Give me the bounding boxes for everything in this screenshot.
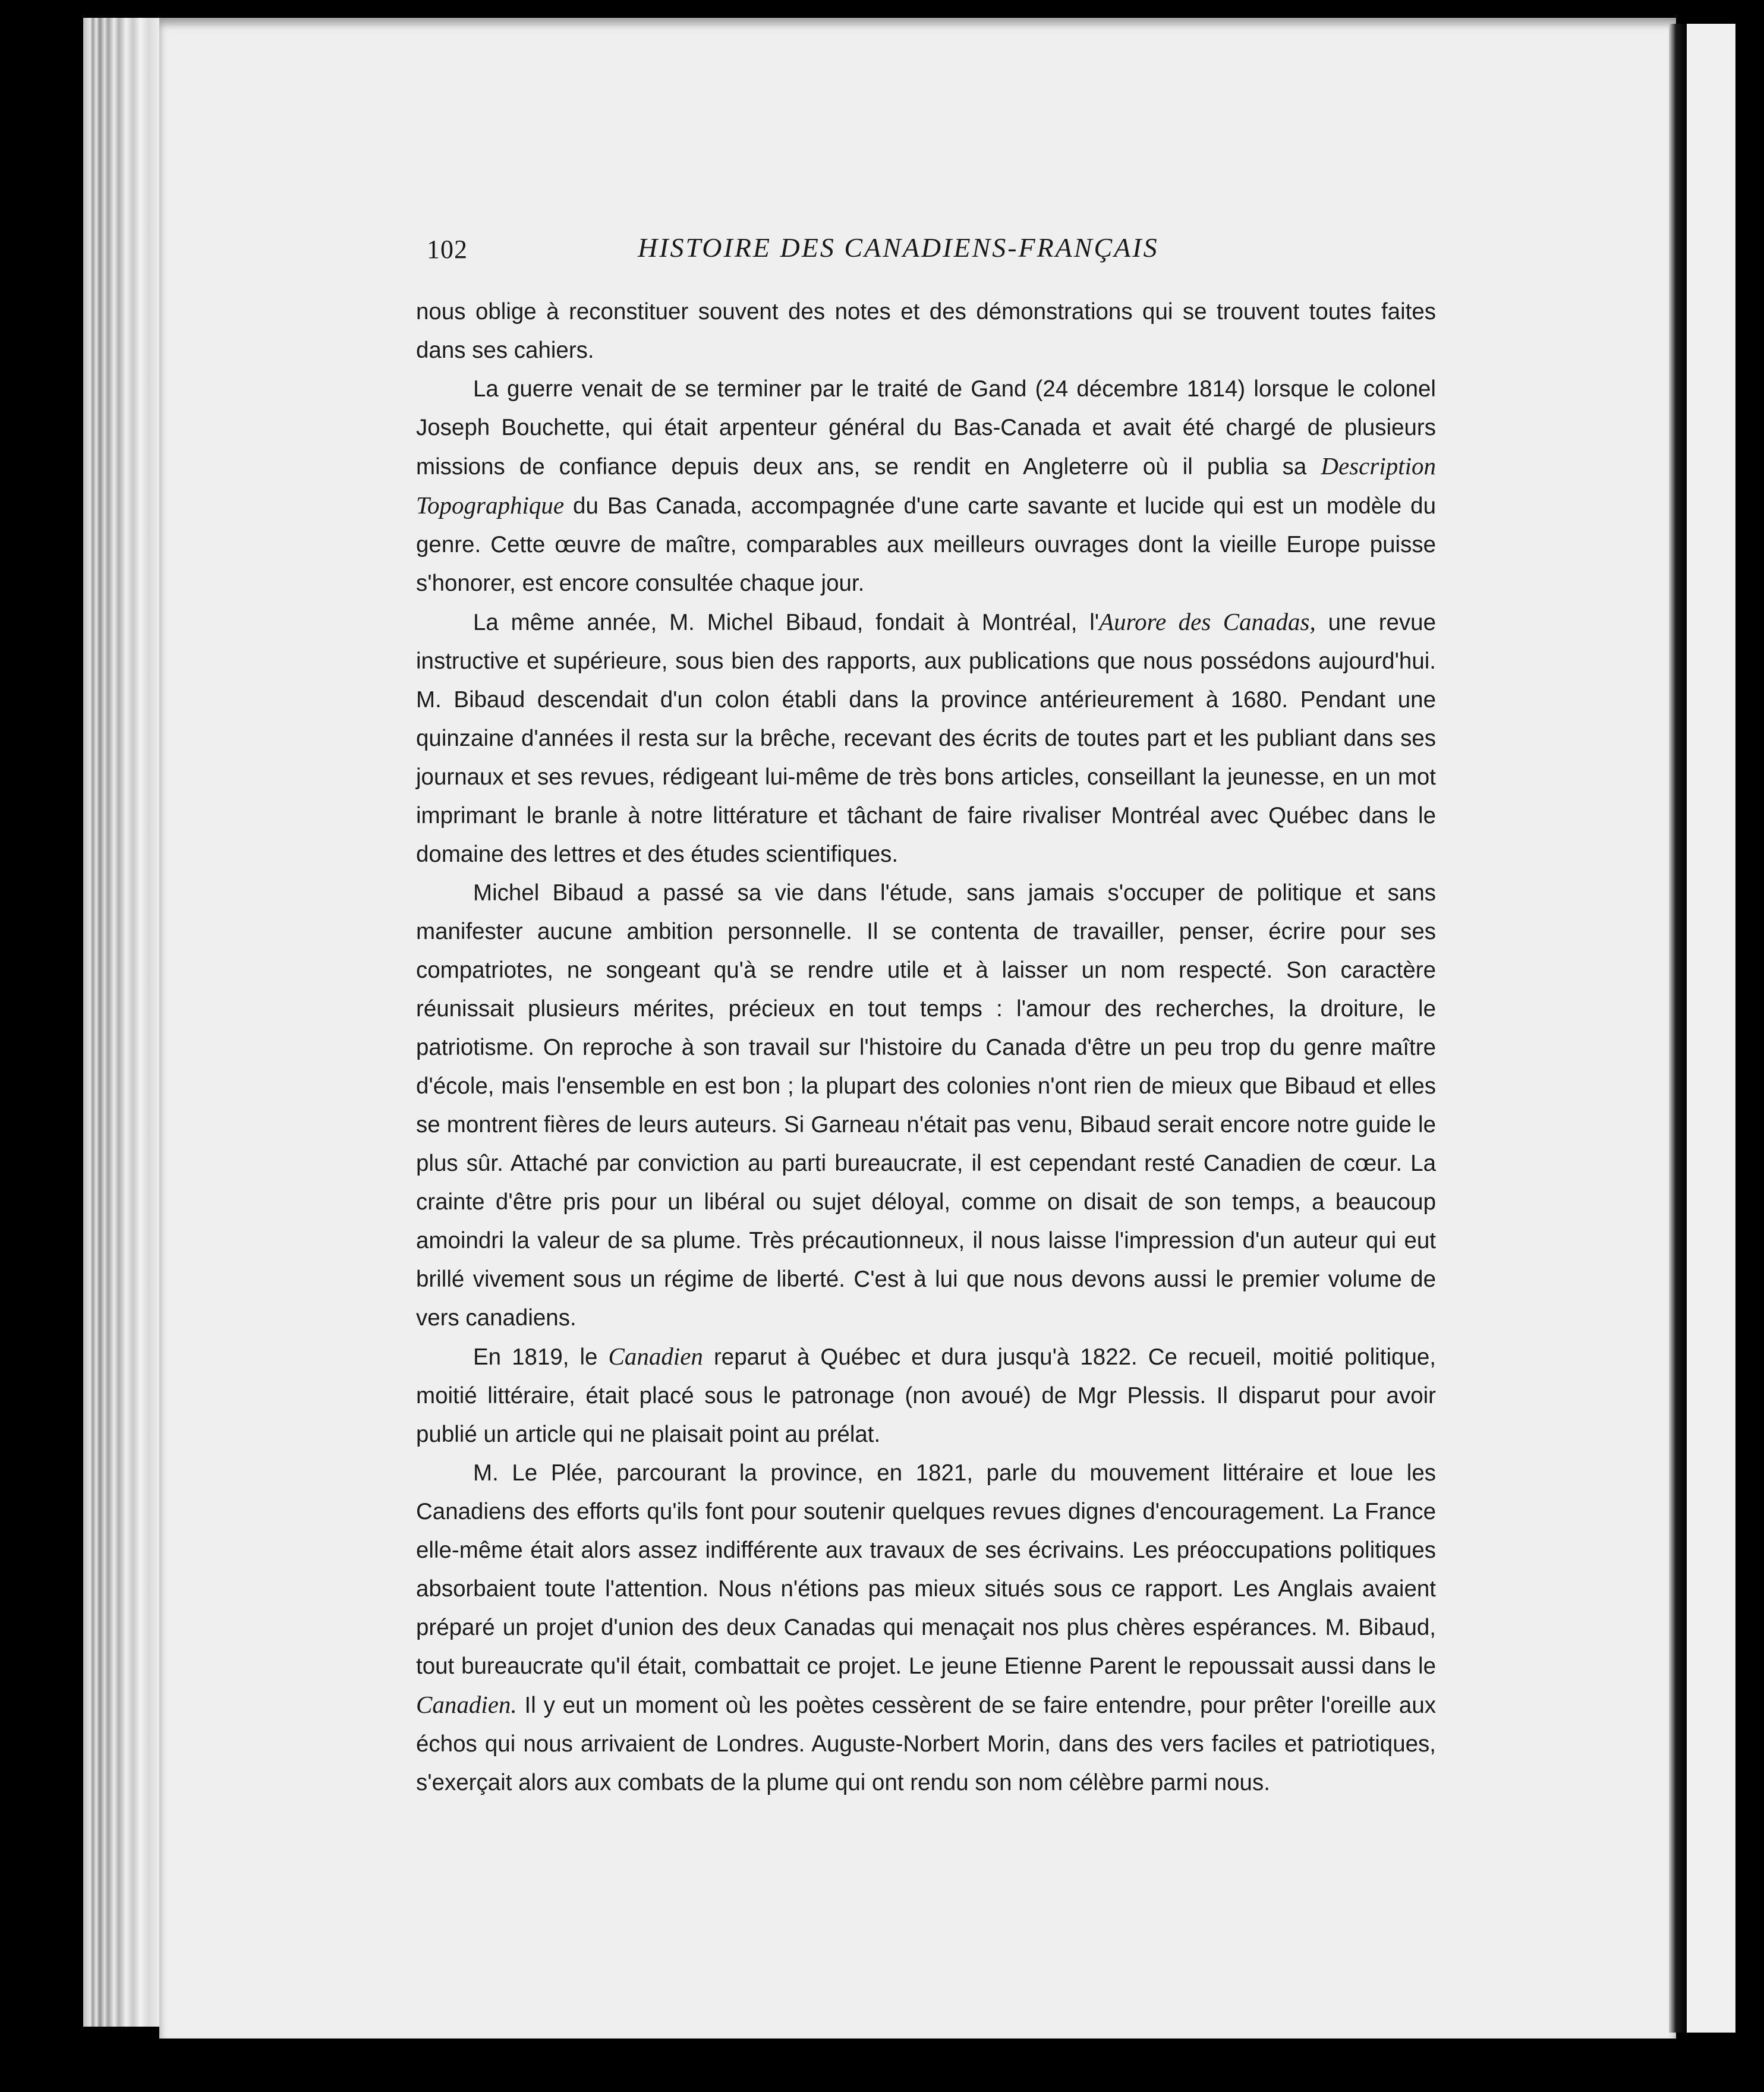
paragraph-canadien-1819 [416,1337,1436,1454]
running-title: HISTOIRE DES CANADIENS-FRANÇAIS [638,232,1159,263]
paragraph-bibaud: Michel Bibaud a passé sa vie dans l'étude, sans jamais s'occuper de politique et sans manifester aucune ambition personnelle. Il se contenta de travailler, penser, écrire pour ses compatriotes, ne songeant qu'à se rendre utile et à laisser un nom respecté. Son caractère réunissait plusieurs mérites, précieux en tout temps : l'amour des recherches, la droiture, le patriotisme. On reproche à son travail sur l'histoire du Canada d'être un peu trop du genre maître d'école, mais l'ensemble en est bon ; la plupart des colonies n'ont rien de mieux que Bibaud et elles se montrent fières de leurs auteurs. Si Garneau n'était pas venu, Bibaud serait encore notre guide le plus sûr. Attaché par conviction au parti bureaucrate, il est cependant resté Canadien de cœur. La crainte d'être pris pour un libéral ou sujet déloyal, comme on disait de son temps, a beaucoup amoindri la valeur de sa plume. Très précautionneux, il nous laisse l'impression d'un auteur qui eut brillé vivement sous un régime de liberté. C'est à lui que nous devons aussi le premier volume de vers canadiens. [416,880,1436,1331]
paragraph-text: du Bas Canada, accompagnée d'une carte savante et lucide qui est un modèle du genre. Cette œuvre de maître, comparables aux meilleurs ouvrages dont la vieille Europe puisse s'honorer, est encore consultée chaque jour. [416,493,1436,596]
book-gutter [1669,24,1687,2033]
paragraph-text: une revue instructive et supérieure, sous bien des rapports, aux publications que nous possédons aujourd'hui. M. Bibaud descendait d'un colon établi dans la province antérieurement à 1680. Pendant une quinzaine d'années il resta sur la brêche, recevant des écrits de toutes part et les publiant dans ses journaux et ses revues, rédigeant lui-même de très bons articles, conseillant la jeunesse, en un mot imprimant le branle à notre littérature et tâchant de faire rivaliser Montréal avec Québec dans le domaine des lettres et des études scientifiques. [416,610,1436,867]
body-text [416,292,1436,1802]
stacked-page-edges [83,18,160,2027]
paragraph-bouchette [416,370,1436,603]
paragraph-text: M. Le Plée, parcourant la province, en 1821, parle du mouvement littéraire et loue les Canadiens des efforts qu'ils font pour soutenir quelques revues dignes d'encouragement. La France elle-même était alors assez indifférente aux travaux de ses écrivains. Les préoccupations politiques absorbaient toute l'attention. Nous n'étions pas mieux situés sous ce rapport. Les Anglais avaient préparé un projet d'union des deux Canadas qui menaçait nos plus chères espérances. M. Bibaud, tout bureaucrate qu'il était, combattait ce projet. Le jeune Etienne Parent le repoussait aussi dans le [416,1460,1436,1679]
paragraph-aurore [416,603,1436,874]
page-number: 102 [427,235,468,264]
paragraph-text: La même année, M. Michel Bibaud, fondait à Montréal, l' [473,610,1100,635]
paragraph-continuation: nous oblige à reconstituer souvent des notes et des démonstrations qui se trouvent toutes faites dans ses cahiers. [416,299,1436,363]
paragraph-text: Il y eut un moment où les poètes cessèrent de se faire entendre, pour prêter l'oreille aux échos qui nous arrivaient de Londres. Auguste-Norbert Morin, dans des vers faciles et patriotiques, s'exerçait alors aux combats de la plume qui ont rendu son nom célèbre parmi nous. [416,1693,1436,1795]
scan-border [1735,24,1764,2033]
paragraph-text: reparut à Québec et dura jusqu'à 1822. Ce recueil, moitié politique, moitié littéraire, était placé sous le patronage (non avoué) de Mgr Plessis. Il disparut pour avoir publié un article qui ne plaisait point au prélat. [416,1344,1436,1447]
paragraph-text: La guerre venait de se terminer par le traité de Gand (24 décembre 1814) lorsque le colonel Joseph Bouchette, qui était arpenteur général du Bas-Canada et avait été chargé de plusieurs missions de confiance depuis deux ans, se rendit en Angleterre où il publia sa [416,376,1436,480]
page-header [427,232,1241,273]
paragraph-text: En 1819, le [473,1344,609,1370]
book-title-italic: Description Topographique [416,452,1436,519]
journal-title-italic: Aurore des Canadas, [1099,608,1316,635]
journal-title-italic: Canadien [608,1343,703,1370]
paragraph-le-plee [416,1454,1436,1802]
journal-title-italic: Canadien. [416,1691,517,1718]
